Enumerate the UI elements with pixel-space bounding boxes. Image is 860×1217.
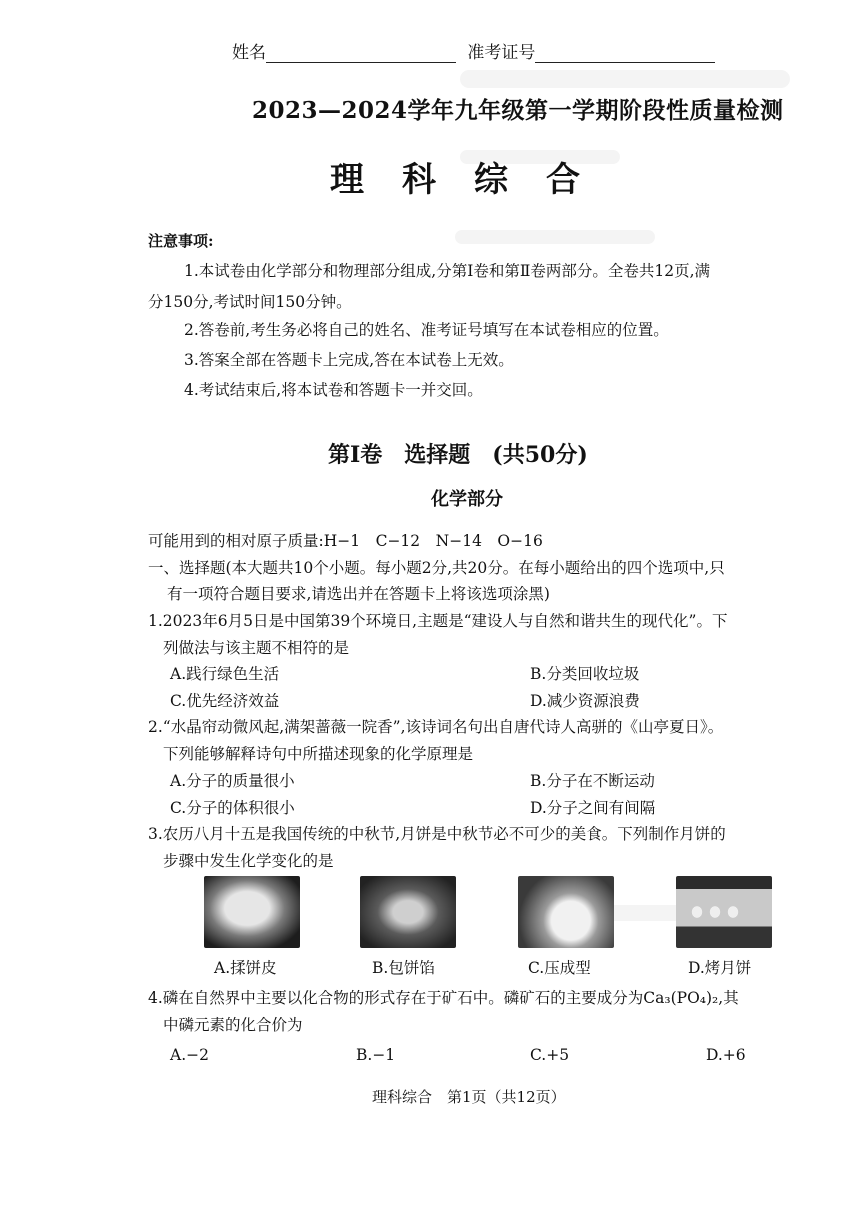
notes-heading: 注意事项: [148, 232, 214, 250]
option-d: D.烤月饼 [688, 959, 752, 977]
option-a: A.践行绿色生活 [170, 665, 280, 683]
section-title: 第Ⅰ卷 选择题 (共50分) [328, 442, 588, 468]
subject-title: 理科综合 [330, 160, 618, 200]
option-a: A.揉饼皮 [214, 959, 277, 977]
option-c: C.分子的体积很小 [170, 799, 295, 817]
name-blank[interactable] [266, 45, 456, 63]
candidate-info-line [232, 38, 715, 63]
question-stem: 4.磷在自然界中主要以化合物的形式存在于矿石中。磷矿石的主要成分为Ca₃(PO₄)₂,其 [148, 989, 739, 1007]
page-footer: 理科综合 第1页（共12页） [372, 1088, 566, 1106]
option-a: A.−2 [170, 1046, 209, 1064]
photo-pressing-mold [518, 876, 614, 948]
note-line: 3.答案全部在答题卡上完成,答在本试卷上无效。 [184, 351, 514, 369]
photo-wrapping-filling [360, 876, 456, 948]
bleed-through-smudge [460, 70, 790, 88]
option-c: C.+5 [530, 1046, 570, 1064]
question-stem: 步骤中发生化学变化的是 [163, 852, 334, 870]
photo-baking-oven [676, 876, 772, 948]
option-d: D.减少资源浪费 [530, 692, 640, 710]
exam-title: 2023—2024学年九年级第一学期阶段性质量检测 [252, 97, 784, 124]
question-stem: 3.农历八月十五是我国传统的中秋节,月饼是中秋节必不可少的美食。下列制作月饼的 [148, 825, 726, 843]
option-d: D.+6 [706, 1046, 746, 1064]
option-d: D.分子之间有间隔 [530, 799, 656, 817]
chemistry-title: 化学部分 [431, 489, 503, 510]
question-stem: 列做法与该主题不相符的是 [163, 639, 350, 657]
question-stem: 2.“水晶帘动微风起,满架蔷薇一院香”,该诗词名句出自唐代诗人高骈的《山亭夏日》。 [148, 718, 724, 736]
instruction-line: 有一项符合题目要求,请选出并在答题卡上将该选项涂黑) [167, 585, 550, 603]
question-stem: 下列能够解释诗句中所描述现象的化学原理是 [163, 745, 474, 763]
photo-kneading-dough [204, 876, 300, 948]
option-b: B.−1 [356, 1046, 396, 1064]
id-blank[interactable] [535, 45, 715, 63]
option-b: B.包饼馅 [372, 959, 435, 977]
atomic-mass-line: 可能用到的相对原子质量:H−1 C−12 N−14 O−16 [148, 532, 543, 550]
option-b: B.分子在不断运动 [530, 772, 655, 790]
note-line: 1.本试卷由化学部分和物理部分组成,分第Ⅰ卷和第Ⅱ卷两部分。全卷共12页,满 [184, 262, 711, 280]
question-stem: 1.2023年6月5日是中国第39个环境日,主题是“建设人与自然和谐共生的现代化”。下 [148, 612, 728, 630]
note-line: 4.考试结束后,将本试卷和答题卡一并交回。 [184, 381, 483, 399]
instruction-line: 一、选择题(本大题共10个小题。每小题2分,共20分。在每小题给出的四个选项中,只 [148, 559, 725, 577]
option-b: B.分类回收垃圾 [530, 665, 640, 683]
option-c: C.压成型 [528, 959, 591, 977]
id-label: 准考证号 [467, 43, 536, 63]
name-label: 姓名 [232, 43, 266, 63]
option-c: C.优先经济效益 [170, 692, 280, 710]
question-stem: 中磷元素的化合价为 [163, 1016, 303, 1034]
note-line: 2.答卷前,考生务必将自己的姓名、准考证号填写在本试卷相应的位置。 [184, 321, 669, 339]
option-a: A.分子的质量很小 [170, 772, 295, 790]
note-line: 分150分,考试时间150分钟。 [148, 293, 352, 311]
bleed-through-smudge [455, 230, 655, 244]
